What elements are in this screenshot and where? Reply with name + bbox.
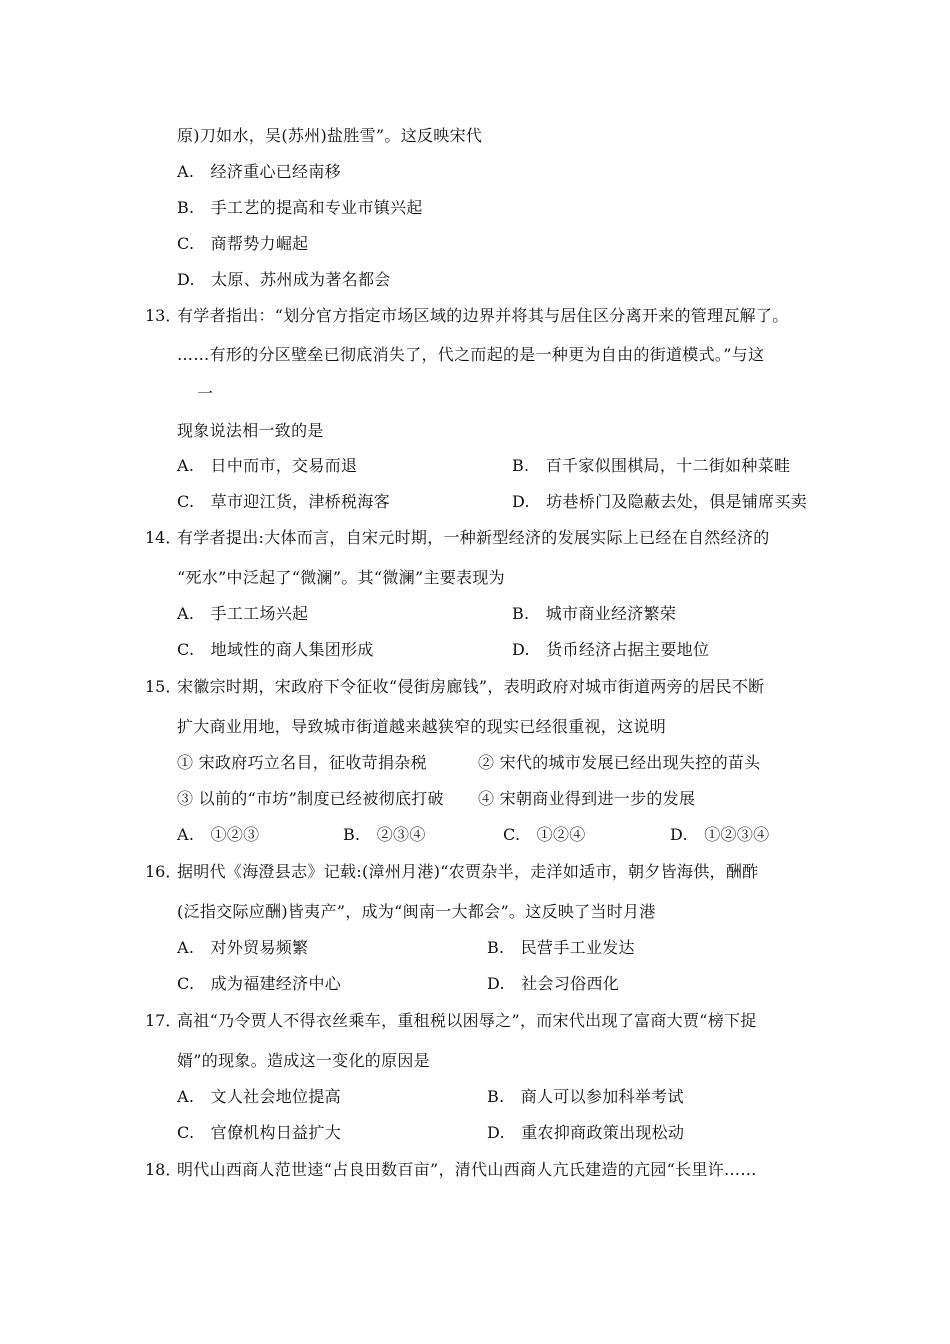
q17-option-b[interactable]: B. 商人可以参加科举考试 <box>487 1087 684 1106</box>
q12-option-b[interactable]: B. 手工艺的提高和专业市镇兴起 <box>177 198 423 217</box>
q12-option-a[interactable]: A. 经济重心已经南移 <box>177 162 341 181</box>
q17-option-d[interactable]: D. 重农抑商政策出现松动 <box>487 1123 685 1142</box>
q14-option-b[interactable]: B. 城市商业经济繁荣 <box>512 604 677 623</box>
q15-stem-line-2: 扩大商业用地，导致城市街道越来越狭窄的现实已经很重视，这说明 <box>177 717 667 736</box>
q12-option-d[interactable]: D. 太原、苏州成为著名都会 <box>177 270 391 289</box>
q14-option-a[interactable]: A. 手工工场兴起 <box>177 604 309 623</box>
q16-option-d[interactable]: D. 社会习俗西化 <box>487 974 620 993</box>
q16-option-c[interactable]: C. 成为福建经济中心 <box>177 974 342 993</box>
q15-option-b[interactable]: B. ②③④ <box>343 825 426 844</box>
q14-stem-line-1: 有学者提出:大体而言，自宋元时期，一种新型经济的发展实际上已经在自然经济的 <box>177 528 770 547</box>
q13-number: 13． <box>145 306 182 325</box>
q13-option-c[interactable]: C. 草市迎江货，津桥税海客 <box>177 492 390 511</box>
q15-stem-line-1: 宋徽宗时期，宋政府下令征收“侵街房廊钱”，表明政府对城市街道两旁的居民不断 <box>177 677 765 696</box>
q12-option-c[interactable]: C. 商帮势力崛起 <box>177 234 309 253</box>
q16-stem-line-1: 据明代《海澄县志》记载:(漳州月港)“农贾杂半，走洋如适市，朝夕皆海供，酬酢 <box>177 862 759 881</box>
q15-option-a[interactable]: A. ①②③ <box>177 825 260 844</box>
q14-option-d[interactable]: D. 货币经济占据主要地位 <box>512 640 710 659</box>
q16-option-b[interactable]: B. 民营手工业发达 <box>487 938 635 957</box>
q15-option-d[interactable]: D. ①②③④ <box>670 825 770 844</box>
q13-stem-line-3: 一 <box>197 384 214 403</box>
q15-statement-4: ④ 宋朝商业得到进一步的发展 <box>478 789 696 808</box>
q17-option-c[interactable]: C. 官僚机构日益扩大 <box>177 1123 342 1142</box>
q14-stem-line-2: “死水”中泛起了“微澜”。其“微澜”主要表现为 <box>177 568 505 587</box>
q17-stem-line-1: 高祖“乃令贾人不得衣丝乘车，重租税以困辱之”，而宋代出现了富商大贾“榜下捉 <box>177 1011 757 1030</box>
q16-option-a[interactable]: A. 对外贸易频繁 <box>177 938 309 957</box>
q13-stem-line-4: 现象说法相一致的是 <box>177 421 324 440</box>
q13-option-d[interactable]: D. 坊巷桥门及隐蔽去处，俱是铺席买卖 <box>512 492 808 511</box>
q12-stem-tail: 原)刀如水，吴(苏州)盐胜雪”。这反映宋代 <box>177 126 483 145</box>
q15-statement-1: ① 宋政府巧立名目，征收苛捐杂税 <box>177 753 427 772</box>
q13-stem-line-2: ……有形的分区壁垒已彻底消失了，代之而起的是一种更为自由的街道模式。”与这 <box>177 345 765 364</box>
q13-stem-line-1: 有学者指出：“划分官方指定市场区域的边界并将其与居住区分离开来的管理瓦解了。 <box>177 306 789 325</box>
q16-number: 16． <box>145 862 182 881</box>
q14-option-c[interactable]: C. 地域性的商人集团形成 <box>177 640 374 659</box>
q14-number: 14． <box>145 528 182 547</box>
q15-number: 15． <box>145 677 182 696</box>
q17-stem-line-2: 婿”的现象。造成这一变化的原因是 <box>177 1051 430 1070</box>
q15-statement-3: ③ 以前的“市坊”制度已经被彻底打破 <box>177 789 444 808</box>
q17-number: 17． <box>145 1011 182 1030</box>
q13-option-b[interactable]: B. 百千家似围棋局，十二街如种菜畦 <box>512 456 791 475</box>
q18-number: 18． <box>145 1160 182 1179</box>
q13-option-a[interactable]: A. 日中而市，交易而退 <box>177 456 358 475</box>
q18-stem-line-1: 明代山西商人范世逵“占良田数百亩”，清代山西商人亢氏建造的亢园“长里许…… <box>177 1160 757 1179</box>
q17-option-a[interactable]: A. 文人社会地位提高 <box>177 1087 341 1106</box>
q15-option-c[interactable]: C. ①②④ <box>503 825 586 844</box>
q15-statement-2: ② 宋代的城市发展已经出现失控的苗头 <box>478 753 761 772</box>
q16-stem-line-2: (泛指交际应酬)皆夷产”，成为“闽南一大都会”。这反映了当时月港 <box>177 902 656 921</box>
